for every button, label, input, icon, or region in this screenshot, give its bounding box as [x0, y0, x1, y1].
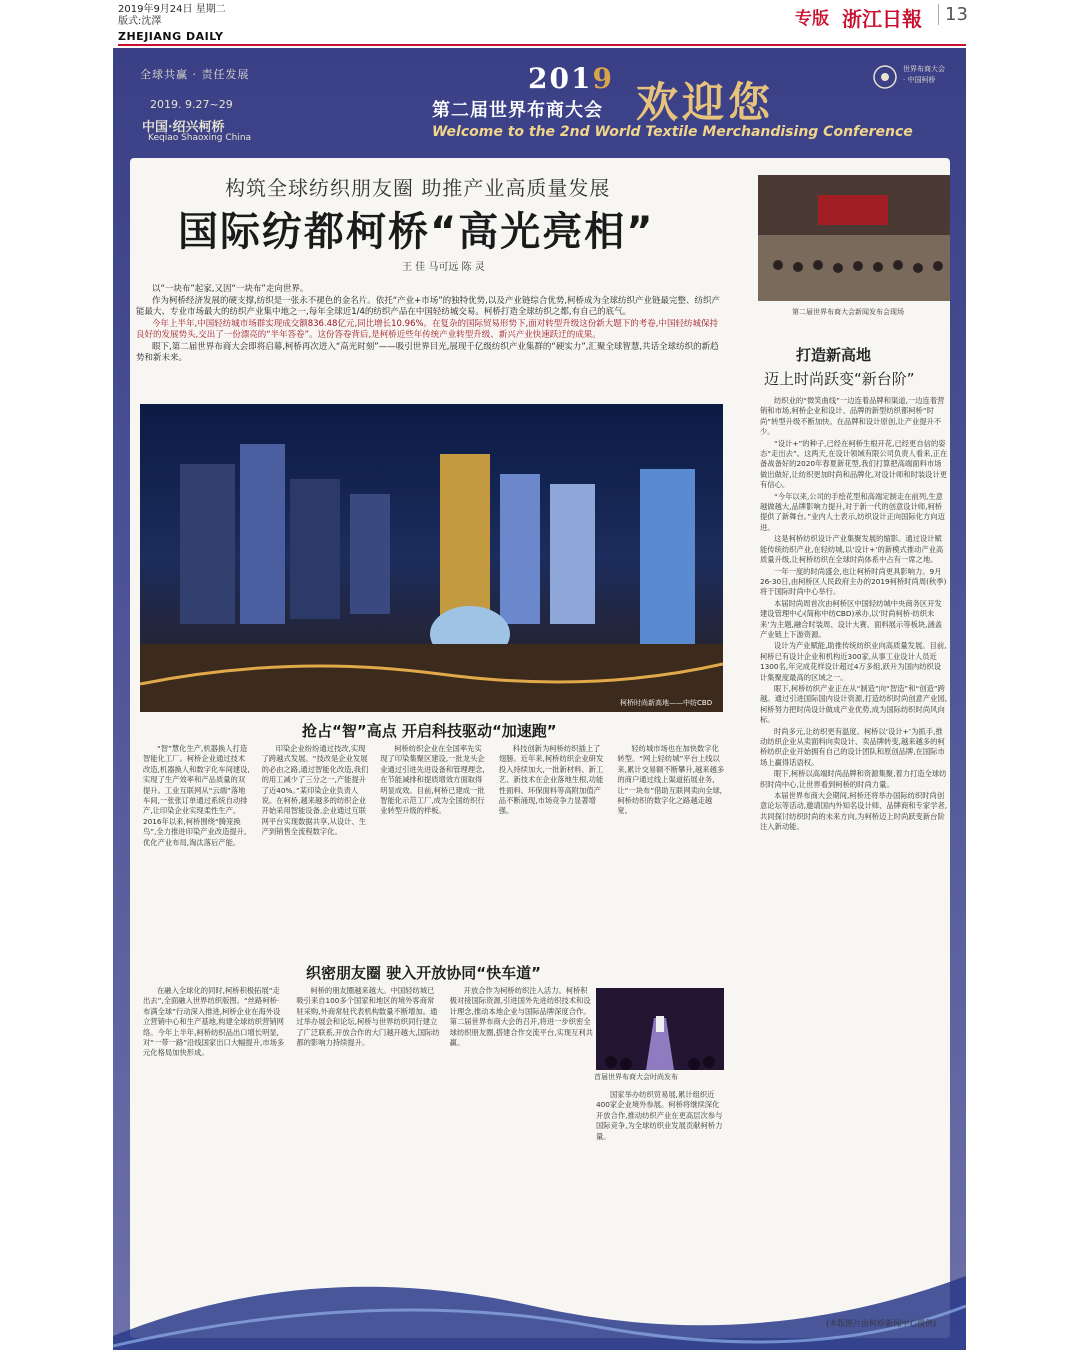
body-paragraph: 本届时尚周首次由柯桥区中国轻纺城中央商务区开发建设管理中心(简称中纺CBD)承办,以‘时尚柯桥·纺织未来’为主题,融合时装周、设计大赛、面料展示等板块,涵盖产业链上下游资源。	[760, 598, 943, 639]
body-paragraph: 印染企业纷纷通过技改,实现了跨越式发展。“技改是企业发展的必由之路,通过智能化改造,我们的用工减少了三分之一,产能提升了近40%。”某印染企业负责人说。在柯桥,越来越多的纺织企业开始采用智能设备,企业通过互联网平台实现数据共享,从设计、生产到销售全流程数字化。	[261, 744, 369, 837]
body-paragraph: “今年以来,公司的手绘花型和高端定制走在前列,生意越做越大,品牌影响力提升,对于新一代的创意设计师,柯桥提供了新舞台。”业内人士表示,纺织设计正向国际化方向迈进。	[760, 491, 945, 532]
article-lead	[136, 284, 724, 398]
lead-paragraph: 以“一块布”起家,又因“一块布”走向世界。	[152, 284, 309, 294]
body-paragraph: 这是柯桥纺织设计产业集聚发展的缩影。通过设计赋能传统纺织产业,在轻纺城,以‘设计+’的新模式推动产业高质量升级,让柯桥纺织在全球时尚体系中占有一席之地。	[760, 534, 944, 565]
section-tech-body	[143, 744, 726, 962]
conference-hall-image	[758, 175, 950, 301]
right-column-body	[760, 396, 948, 834]
body-paragraph: 一年一度的时尚盛会,也让柯桥时尚更具影响力。9月26-30日,由柯桥区人民政府主办的2019柯桥时尚周(秋季)将于国际时尚中心举行。	[760, 566, 947, 597]
body-paragraph: “智”慧化生产,机器换人打造智能化工厂。柯桥企业通过技术改造,机器换人和数字化车间建设,实现了生产效率和产品质量的双提升。工业互联网从“云端”落地车间,一张张订单通过系统自动排产,让印染企业实现柔性生产。2016年以来,柯桥围绕“腾笼换鸟”,全力推进印染产业改造提升,优化产业布局,淘汰落后产能。	[143, 744, 250, 847]
right-column-heading: 打造新高地	[796, 346, 872, 364]
banner-english: Welcome to the 2nd World Textile Merchandising Conference	[432, 124, 913, 140]
banner-welcome: 欢迎您	[636, 78, 775, 127]
masthead-rule	[118, 44, 966, 46]
article-headline: 国际纺都柯桥“高光亮相”	[178, 209, 655, 255]
lead-paragraph: 眼下,第二届世界布商大会即将启幕,柯桥再次进入“高光时刻”——吸引世界目光,展现千亿级纺织产业集群的“硬实力”,汇聚全球智慧,共话全球纺织的新趋势和新未来。	[136, 342, 719, 363]
body-paragraph: 眼下,柯桥纺织产业正在从“制造”向“智造”和“创造”跨越。通过引进国际国内设计资源,打造纺织时尚创意产业园,柯桥努力把时尚设计做成产业优势,成为国际纺织时尚风向标。	[760, 683, 948, 725]
body-paragraph: 轻纺城市场也在加快数字化转型。“网上轻纺城”平台上线以来,累计交易额不断攀升,越来越多的商户通过线上渠道拓展业务,让“一块布”借助互联网卖向全球,柯桥纺织的数字化之路越走越宽。	[617, 744, 725, 816]
body-paragraph: 时尚多元,让纺织更有温度。柯桥以‘设计+’为抓手,推动纺织企业从卖面料向卖设计、卖品牌转变,越来越多的柯桥纺织企业开始拥有自己的设计团队和原创品牌,在国际市场上赢得话语权。	[760, 726, 945, 767]
issue-date: 2019年9月24日 星期二 版式:沈澤	[118, 4, 226, 27]
section-heading-open: 织密朋友圈 驶入开放协同“快车道”	[306, 964, 541, 982]
banner-year: 2019	[528, 62, 614, 95]
banner-slogan: 全球共赢 · 责任发展	[140, 68, 250, 81]
section-tag: 专版	[795, 9, 829, 29]
press-conference-caption: 第二届世界布商大会新闻发布会现场	[792, 308, 904, 316]
conference-logo-icon	[872, 64, 898, 90]
fashion-show-caption: 首届世界布商大会时尚发布	[594, 1073, 678, 1081]
body-paragraph: 纺织业的“微笑曲线”一边连着品牌和渠道,一边连着营销和市场,柯桥企业和设计、品牌的新型纺织都柯桥“时尚”转型升级不断加快。在品牌和设计原创,让产业提升不少。	[760, 396, 945, 437]
page-number: 13	[938, 4, 968, 25]
banner-date: 2019. 9.27~29	[150, 98, 233, 111]
night-skyline-image	[140, 404, 723, 712]
section-heading-tech: 抢占“智”高点 开启科技驱动“加速跑”	[302, 722, 557, 740]
banner-conference: 第二届世界布商大会	[432, 100, 603, 121]
fashion-show-photo	[596, 988, 724, 1070]
article-byline: 王 佳 马可远 陈 灵	[402, 262, 485, 273]
banner-side-text: 世界布商大会 · 中国柯桥	[903, 65, 945, 84]
body-paragraph: 在融入全球化的同时,柯桥积极拓展“走出去”,全面融入世界纺织版图。“丝路柯桥·布满全球”行动深入推进,柯桥企业在海外设立营销中心和生产基地,构建全球纺织营销网络。今年上半年,柯桥纺织品出口增长明显,对“一带一路”沿线国家出口大幅提升,市场多元化格局加快形成。	[143, 986, 285, 1058]
press-conference-photo	[758, 175, 950, 301]
body-paragraph: 眼下,柯桥以高端时尚品牌和资源集聚,着力打造全球纺织时尚中心,让世界看到柯桥的时尚力量。	[760, 769, 947, 789]
lead-paragraph: 作为柯桥经济发展的硬支撑,纺织是一张永不褪色的金名片。依托“产业+市场”的独特优势,以及产业链综合优势,柯桥成为全球纺织产业链最完整、纺织产能最大、专业市场最大的纺织产业集中地之一,每年全球近1/4的纺织产品在中国轻纺城交易。柯桥打造全球纺织之都,有自己的底气。	[136, 296, 721, 317]
body-paragraph: 开放合作为柯桥纺织注入活力。柯桥积极对接国际资源,引进国外先进纺织技术和设计理念,推动本地企业与国际品牌深度合作。第二届世界布商大会的召开,将进一步织密全球纺织朋友圈,搭建合作交流平台,实现互利共赢。	[449, 986, 593, 1048]
body-paragraph: 本届世界布商大会期间,柯桥还将举办国际纺织时尚创意论坛等活动,邀请国内外知名设计师、品牌商和专家学者,共同探讨纺织时尚的未来方向,为柯桥迈上时尚跃变新台阶注入新动能。	[760, 791, 948, 832]
photo-credit: (本版图片由柯桥新闻中心提供)	[826, 1319, 937, 1328]
hero-caption: 柯桥时尚新高地——中纺CBD	[620, 699, 713, 707]
runway-image	[596, 988, 724, 1070]
body-paragraph: 柯桥的朋友圈越来越大。中国轻纺城已吸引来自100多个国家和地区的境外客商常驻采购,外商常驻代表机构数量不断增加。通过举办展会和论坛,柯桥与世界纺织同行建立了广泛联系,开放合作的大门越开越大,国际纺都的影响力持续提升。	[296, 986, 440, 1048]
right-column-subheading: 迈上时尚跃变“新台阶”	[764, 370, 915, 388]
paper-name-en: ZHEJIANG DAILY	[118, 30, 224, 43]
body-paragraph: 柯桥纺织企业在全国率先实现了印染集聚区建设,一批龙头企业通过引进先进设备和管理理念,在节能减排和提质增效方面取得明显成效。目前,柯桥已建成一批智能化示范工厂,成为全国纺织行业转型升级的样板。	[380, 744, 485, 816]
hero-photo	[140, 404, 723, 712]
body-paragraph: 设计为产业赋能,助推传统纺织业向高质量发展。目前,柯桥已有设计企业和机构近300家,从事工业设计人员近1300名,年完成花样设计超过4万多组,跃升为国内纺织设计集聚度最高的区域之一。	[760, 641, 947, 682]
lead-paragraph: 今年上半年,中国轻纺城市场群实现成交额836.48亿元,同比增长10.96%。在复杂的国际贸易形势下,面对转型升级这份新大题下的考卷,中国轻纺城保持良好的发展势头,交出了一份漂亮的“半年答卷”。这份答卷背后,是柯桥近些年传统产业转型升级、新兴产业快速跃迁的成果。	[136, 319, 718, 340]
body-paragraph: “设计+”的种子,已经在柯桥生根开花,已经更自信的姿态“走出去”。这两天,在设计领域有限公司负责人看来,正在备战备好的2020年春夏新花型,我们打算把高端面料市场做出做好,让纺织更加时尚和品牌化,对设计师和时装设计更有信心。	[760, 438, 948, 490]
body-paragraph: 科技创新为柯桥纺织插上了翅膀。近年来,柯桥纺织企业研发投入持续加大,一批新材料、新工艺、新技术在企业落地生根,功能性面料、环保面料等高附加值产品不断涌现,市场竞争力显著增强。	[498, 744, 604, 816]
paper-logo: 浙江日報	[842, 7, 922, 31]
banner-place: 中国·绍兴柯桥	[142, 120, 225, 135]
article-kicker: 构筑全球纺织朋友圈 助推产业高质量发展	[225, 176, 611, 200]
banner-place-en: Keqiao Shaoxing China	[148, 133, 252, 143]
body-paragraph: 国家举办纺织贸易展,累计组织近400家企业境外参展。柯桥将继续深化开放合作,推动纺织产业在更高层次参与国际竞争,为全球纺织业发展贡献柯桥力量。	[596, 1090, 723, 1141]
